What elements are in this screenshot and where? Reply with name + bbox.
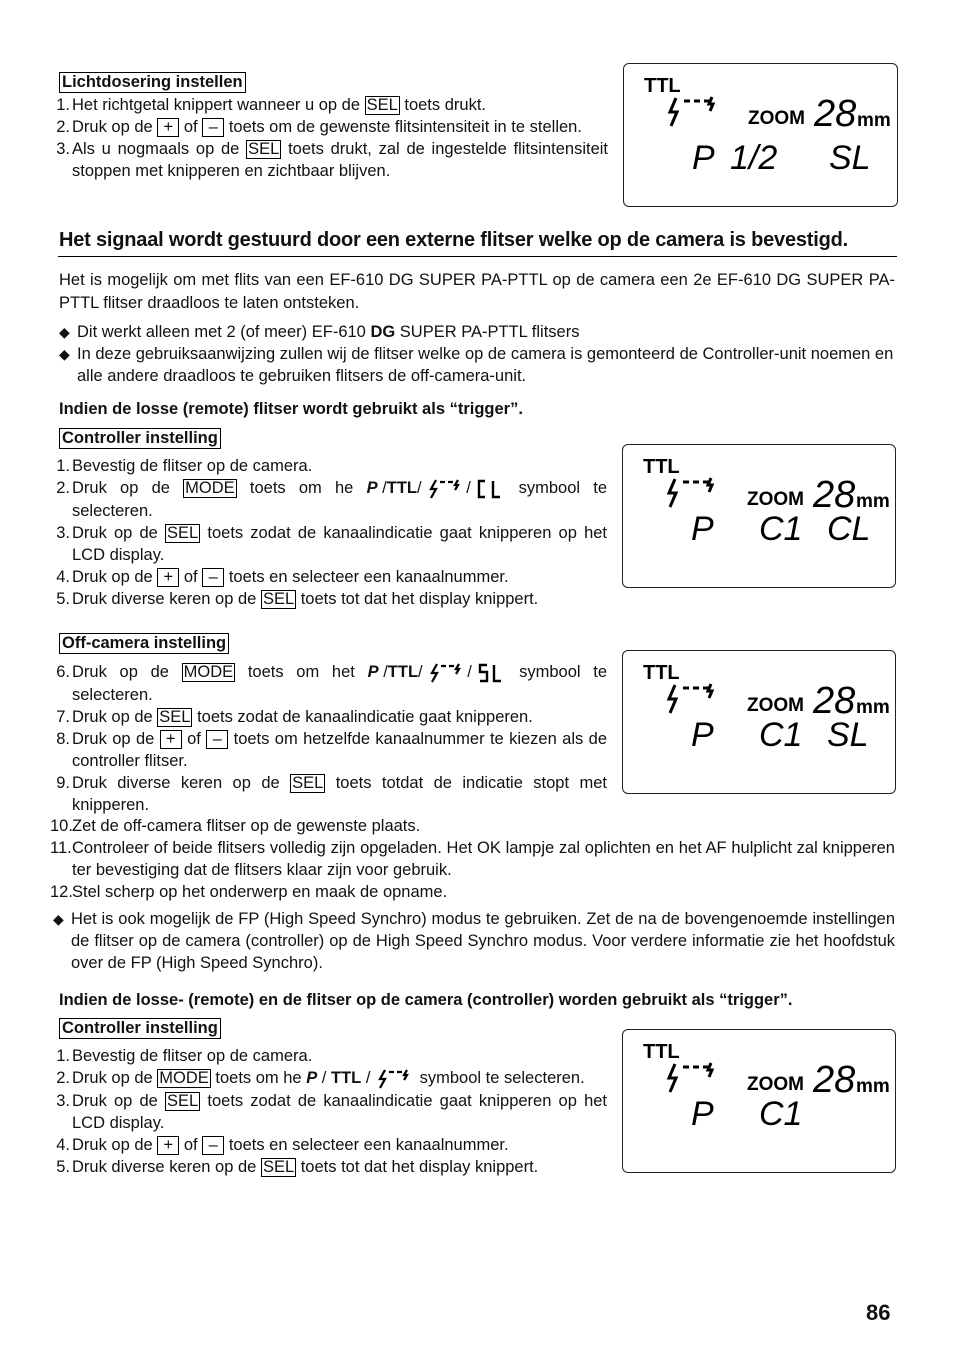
subheading-trigger-1: Indien de losse (remote) flitser wordt gebruikt als “trigger”. xyxy=(59,400,523,418)
section-title-lichtdosering: Lichtdosering instellen xyxy=(59,72,246,93)
minus-key: – xyxy=(202,1136,224,1155)
list-item: 3. Druk op de SEL toets zodat de kanaalindicatie gaat knipperen op het LCD display. xyxy=(56,523,608,564)
lcd-mode: P xyxy=(691,1095,714,1133)
lcd-mm-unit: mm xyxy=(856,1076,890,1097)
lcd-zoom-label: ZOOM xyxy=(747,695,804,716)
list-item: 5. Druk diverse keren op de SEL toets tot dat het display knippert. xyxy=(56,589,539,608)
sel-key: SEL xyxy=(159,707,191,726)
section-title-off-camera: Off-camera instelling xyxy=(59,633,229,654)
page-number: 86 xyxy=(866,1300,891,1325)
sl-symbol-icon xyxy=(476,662,506,684)
lcd-zoom-label: ZOOM xyxy=(748,108,805,129)
list-item: 5. Druk diverse keren op de SEL toets tot dat het display knippert. xyxy=(56,1157,539,1176)
mode-symbols: P /TTL/ / xyxy=(367,477,506,500)
lcd-ratio: 1/2 xyxy=(730,139,778,177)
diamond-icon: ◆ xyxy=(53,911,64,927)
lcd-tag: SL xyxy=(829,139,871,177)
mode-symbols: P /TTL/ / xyxy=(368,661,507,684)
sel-key: SEL xyxy=(292,773,324,792)
list-item: 1. Het richtgetal knippert wanneer u op de SEL toets drukt. xyxy=(56,96,486,114)
minus-key: – xyxy=(206,730,228,749)
plus-key: + xyxy=(157,1136,179,1155)
list-item: 1. Bevestig de flitser op de camera. xyxy=(56,457,313,475)
lcd-ttl-label: TTL xyxy=(643,456,680,478)
plus-key: + xyxy=(157,568,179,587)
minus-key: – xyxy=(202,118,224,137)
ttl-symbol: TTL xyxy=(387,663,419,682)
p-symbol: P xyxy=(367,663,379,682)
lcd-zoom-label: ZOOM xyxy=(747,1074,804,1095)
diamond-icon: ◆ xyxy=(59,346,70,362)
lcd-ttl-label: TTL xyxy=(644,75,681,97)
off-camera-steps-continued xyxy=(50,815,895,903)
p-symbol: P xyxy=(366,479,378,498)
off-camera-steps xyxy=(58,661,607,816)
lcd-channel: C1 xyxy=(759,716,803,754)
list-item: 3. Druk op de SEL toets zodat de kanaalindicatie gaat knipperen op het LCD display. xyxy=(56,1091,608,1132)
list-item: 2. Druk op de MODE toets om he P / TTL / symbool te selecteren. xyxy=(58,1067,607,1090)
bullet-item: ◆ Dit werkt alleen met 2 (of meer) EF-610 DG SUPER PA-PTTL flitsers xyxy=(59,323,580,341)
lcd-channel: C1 xyxy=(759,510,803,548)
lcd-mm-unit: mm xyxy=(857,110,891,131)
lcd-display-ratio xyxy=(623,63,898,207)
list-item: 11. Controleer of beide flitsers volledig zijn opgeladen. Het OK lampje zal oplichten en het AF hulplicht zal knipperen ter bevestiging dat de flitsers klaar zijn voor gebruik. xyxy=(50,839,895,879)
lcd-mm-unit: mm xyxy=(856,491,890,512)
lcd-ttl-label: TTL xyxy=(643,662,680,684)
sel-key: SEL xyxy=(248,140,280,158)
sel-key: SEL xyxy=(167,1091,199,1110)
lcd-mode: P xyxy=(692,139,715,177)
mode-key: MODE xyxy=(183,663,234,681)
sel-key: SEL xyxy=(167,523,199,542)
controller-2-steps xyxy=(58,1045,607,1178)
lcd-mode: P xyxy=(691,716,714,754)
lcd-zoom-label: ZOOM xyxy=(747,489,804,510)
sel-key: SEL xyxy=(262,589,295,608)
list-item: 12. Stel scherp op het onderwerp en maak de opname. xyxy=(50,883,448,901)
list-item: 10. Zet de off-camera flitser op de gewenste plaats. xyxy=(50,817,421,835)
wireless-flash-icon xyxy=(375,1068,415,1090)
subheading-trigger-2: Indien de losse- (remote) en de flitser op de camera (controller) worden gebruikt als “trigger”. xyxy=(59,991,793,1009)
section-title-controller-2: Controller instelling xyxy=(59,1018,221,1039)
intro-paragraph: Het is mogelijk om met flits van een EF-610 DG SUPER PA-PTTL op de camera een 2e EF-610 DG SUPER PA-PTTL flitser draadloos te laten ontsteken. xyxy=(59,271,895,312)
mode-symbols: P / TTL / xyxy=(306,1067,415,1090)
wireless-flash-icon xyxy=(669,684,712,713)
lcd-display-controller-2 xyxy=(622,1029,896,1173)
ttl-symbol: TTL xyxy=(330,1069,362,1088)
lcd-tag: CL xyxy=(827,510,871,548)
wireless-flash-icon xyxy=(670,97,713,126)
lcd-focal-length: 28 xyxy=(813,474,856,516)
diamond-icon: ◆ xyxy=(59,324,70,340)
page-heading: Het signaal wordt gestuurd door een externe flitser welke op de camera is bevestigd. xyxy=(59,229,848,251)
fp-note: ◆ Het is ook mogelijk de FP (High Speed Synchro) modus te gebruiken. Zet de na de bovengenoemde instellingen de flitser op de camera (controller) op de High Speed Synchro modus. Voor verdere informatie zie het hoofdstuk over de FP (High Speed Synchro). xyxy=(53,910,895,972)
cl-symbol-icon xyxy=(475,478,505,500)
list-item: 3. Als u nogmaals op de SEL toets drukt, zal de ingestelde flitsintensiteit stoppen met knipperen en zichtbaar blijven. xyxy=(56,140,608,180)
lcd-focal-length: 28 xyxy=(813,1059,856,1101)
heading-rule xyxy=(58,256,897,257)
wireless-flash-icon xyxy=(427,662,467,684)
list-item: 4. Druk op de + of – toets en selecteer een kanaalnummer. xyxy=(56,567,509,586)
list-item: 2. Druk op de MODE toets om he P /TTL/ / symbool te selecteren. xyxy=(56,479,608,520)
lichtdosering-steps xyxy=(58,94,608,182)
sel-key: SEL xyxy=(366,96,398,114)
list-item: 4. Druk op de + of – toets en selecteer een kanaalnummer. xyxy=(56,1135,509,1154)
section-title-controller-1: Controller instelling xyxy=(59,428,221,449)
minus-key: – xyxy=(202,568,224,587)
lcd-mode: P xyxy=(691,510,714,548)
wireless-flash-icon xyxy=(669,478,712,507)
mode-key: MODE xyxy=(185,479,235,497)
wireless-flash-icon xyxy=(426,478,466,500)
p-symbol: P xyxy=(306,1069,318,1088)
lcd-display-off-camera xyxy=(622,650,896,794)
lcd-focal-length: 28 xyxy=(813,680,856,722)
controller-1-steps xyxy=(58,455,607,610)
lcd-display-controller xyxy=(622,444,896,588)
plus-key: + xyxy=(160,730,182,749)
plus-key: + xyxy=(157,118,179,137)
lcd-channel: C1 xyxy=(759,1095,803,1133)
lcd-focal-length: 28 xyxy=(814,93,857,135)
list-item: 7. Druk op de SEL toets zodat de kanaalindicatie gaat knipperen. xyxy=(56,707,533,726)
bullet-item: ◆ In deze gebruiksaanwijzing zullen wij de flitser welke op de camera is gemonteerd de Controller-unit noemen en alle andere draadloos te gebruiken flitsers de off-camera-unit. xyxy=(59,345,894,385)
lcd-ttl-label: TTL xyxy=(643,1041,680,1063)
list-item: 2. Druk op de + of – toets om de gewenste flitsintensiteit in te stellen. xyxy=(56,118,582,136)
list-item: 8. Druk op de + of – toets om hetzelfde kanaalnummer te kiezen als de controller flitser. xyxy=(56,729,607,770)
list-item: 9. Druk diverse keren op de SEL toets totdat de indicatie stopt met knipperen. xyxy=(56,773,607,814)
wireless-flash-icon xyxy=(669,1063,712,1092)
list-item: 1. Bevestig de flitser op de camera. xyxy=(56,1047,313,1065)
lcd-tag: SL xyxy=(827,716,869,754)
lcd-mm-unit: mm xyxy=(856,697,890,718)
mode-key: MODE xyxy=(159,1069,209,1087)
ttl-symbol: TTL xyxy=(386,479,418,498)
list-item: 6. Druk op de MODE toets om het P /TTL/ / symbool te selecteren. xyxy=(56,663,608,704)
sel-key: SEL xyxy=(262,1157,295,1176)
